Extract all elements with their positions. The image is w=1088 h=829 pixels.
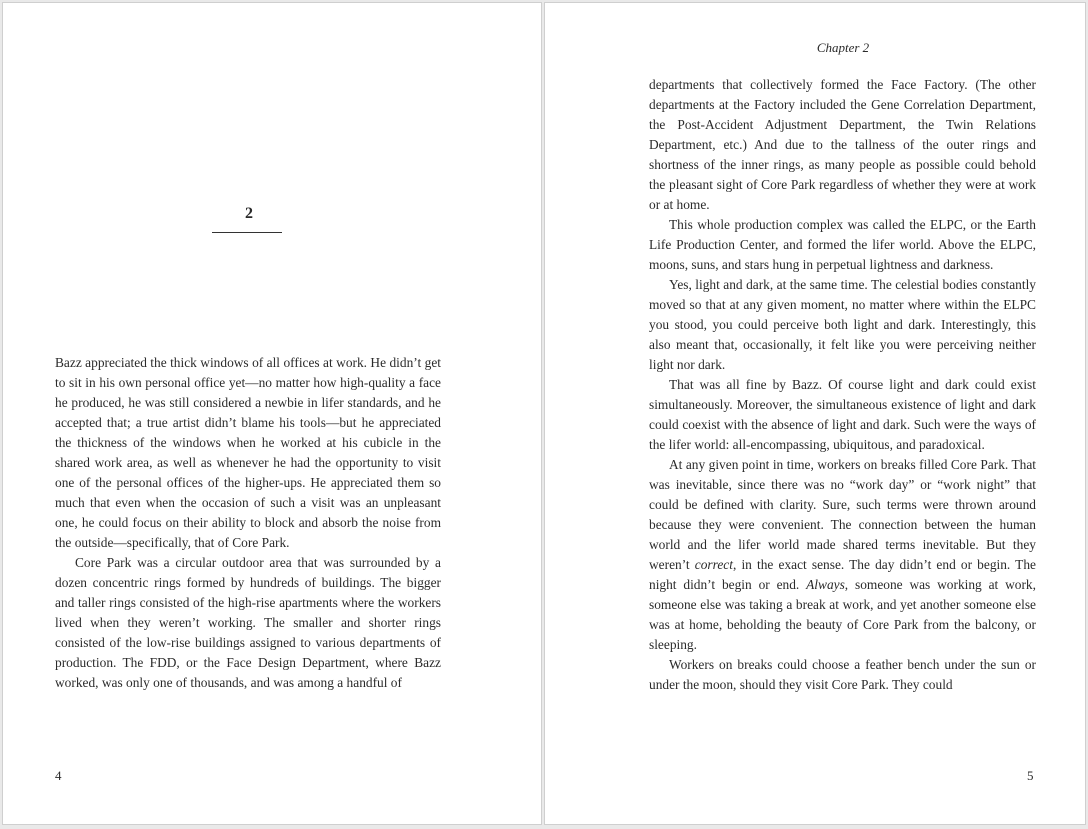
paragraph bbox=[649, 455, 1036, 655]
page-number: 4 bbox=[55, 768, 62, 783]
running-head: Chapter 2 bbox=[816, 40, 870, 55]
book-spread bbox=[2, 2, 1086, 825]
chapter-number: 2 bbox=[245, 205, 253, 222]
paragraph: Bazz appreciated the thick windows of all offices at work. He didn’t get to sit in his own personal office yet—no matter how high-quality a face he produced, he was still considered a newbie in lifer standards, and he accepted that; a true artist didn’t blame his tools—but he appreciated the thickness of the windows when he worked at his cubicle in the shared work area, as well as whenever he had the opportunity to visit one of the personal offices of the higher-ups. He appreciated them so much that even when the occasion of such a visit was an unpleasant one, he could focus on their ability to block and absorb the noise from the outside—specifically, that of Core Park. bbox=[55, 355, 441, 550]
page-number: 5 bbox=[1027, 768, 1034, 783]
right-body-text bbox=[649, 75, 1036, 695]
paragraph: That was all fine by Bazz. Of course light and dark could exist simultaneously. Moreover, the simultaneous existence of light and dark could coexist with the absence of light and dark. Such were the ways of the lifer world: all-encompassing, ubiquitous, and paradoxical. bbox=[649, 377, 1036, 452]
paragraph: Workers on breaks could choose a feather bench under the sun or under the moon, should they visit Core Park. They could bbox=[649, 657, 1036, 692]
left-body-text bbox=[55, 353, 441, 693]
right-page bbox=[544, 2, 1086, 825]
paragraph: Core Park was a circular outdoor area that was surrounded by a dozen concentric rings formed by hundreds of buildings. The bigger and taller rings consisted of the high-rise apartments where the workers lived when they weren’t working. The smaller and shorter rings consisted of the low-rise buildings assigned to various departments of production. The FDD, or the Face Design Department, where Bazz worked, was only one of thousands, and was among a handful of bbox=[55, 555, 441, 690]
left-page bbox=[2, 2, 542, 825]
chapter-rule bbox=[212, 232, 282, 233]
text-run: , someone was working at work, someone else was taking a break at work, and yet another someone else was at home, beholding the beauty of Core Park from the balcony, or sleeping. bbox=[649, 577, 1036, 652]
text-run: , in the exact sense. The day didn’t end or begin. The night didn’t begin or end. bbox=[649, 557, 1036, 592]
text-run: At any given point in time, workers on breaks filled Core Park. That was inevitable, since there was no “work day” or “work night” that could be defined with clarity. Sure, such terms were thrown around because they were convenient. The connection between the human world and the lifer world made shared terms inevitable. But they weren’t bbox=[649, 457, 1036, 572]
paragraph: This whole production complex was called the ELPC, or the Earth Life Production Center, and formed the lifer world. Above the ELPC, moons, suns, and stars hung in perpetual lightness and darkness. bbox=[649, 217, 1036, 272]
paragraph: Yes, light and dark, at the same time. The celestial bodies constantly moved so that at any given moment, no matter where within the ELPC you stood, you could perceive both light and dark. Interestingly, this also meant that, occasionally, it felt like you were perceiving neither light nor dark. bbox=[649, 277, 1036, 372]
paragraph: departments that collectively formed the Face Factory. (The other departments at the Factory included the Gene Correlation Department, the Post-Accident Adjustment Department, the Twin Relations Department, etc.) And due to the tallness of the outer rings and shortness of the inner rings, as many people as possible could behold the pleasant sight of Core Park regardless of whether they were at work or at home. bbox=[649, 77, 1036, 212]
emphasis: Always bbox=[806, 577, 845, 592]
emphasis: correct bbox=[694, 557, 733, 572]
